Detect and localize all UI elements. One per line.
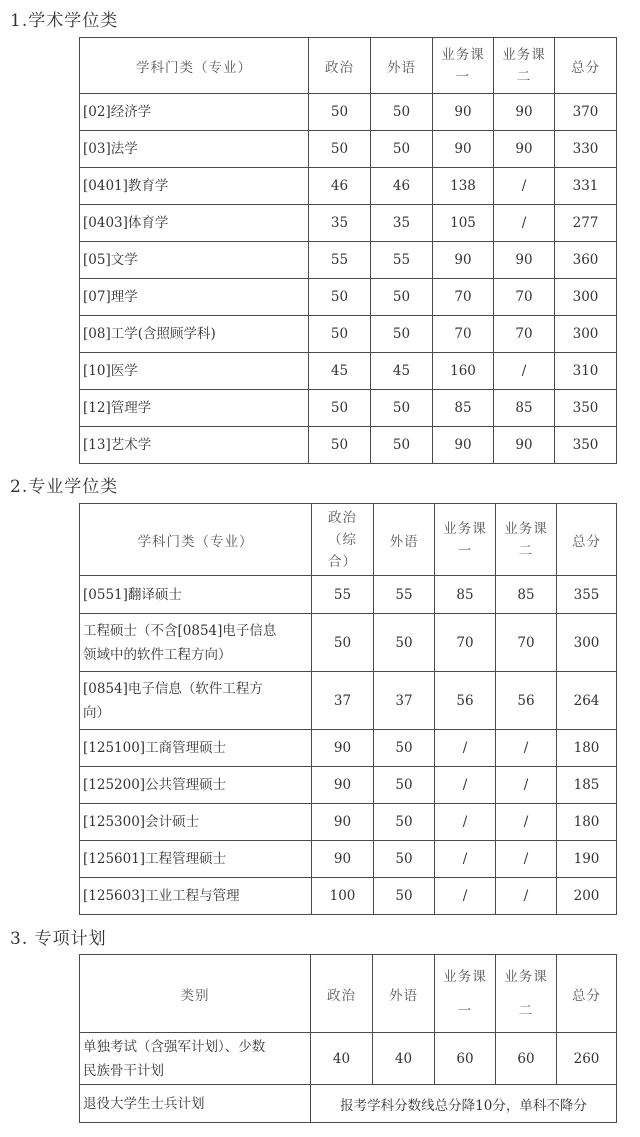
subject-cell: [03]法学: [80, 131, 309, 168]
subject-cell: [0403]体育学: [80, 205, 309, 242]
course1-cell: 85: [435, 576, 496, 614]
politics-cell: 46: [309, 168, 371, 205]
section2-title: 2.专业学位类: [10, 477, 119, 497]
course1-cell: 70: [433, 316, 494, 353]
foreign-cell: 50: [371, 94, 433, 131]
politics-cell: 50: [312, 614, 374, 672]
foreign-cell: 55: [374, 576, 435, 614]
table-header-row: [80, 955, 617, 1033]
foreign-cell: 46: [371, 168, 433, 205]
course1-cell: /: [435, 767, 496, 804]
total-cell: 355: [557, 576, 617, 614]
header-politics: 政治: [309, 38, 371, 94]
course1-cell: 90: [433, 131, 494, 168]
subject-cell: [05]文学: [80, 242, 309, 279]
politics-cell: 50: [309, 390, 371, 427]
header-subject: 学科门类（专业）: [80, 504, 312, 576]
subject-cell: [0854]电子信息（软件工程方 向）: [80, 672, 312, 730]
course2-cell: /: [496, 804, 557, 841]
table-row: [80, 767, 617, 804]
professional-degree-table: [79, 503, 617, 915]
course1-cell: 85: [433, 390, 494, 427]
table-row: [80, 205, 617, 242]
politics-cell: 100: [312, 878, 374, 915]
header-politics: 政治: [311, 955, 373, 1033]
table-row: [80, 841, 617, 878]
course2-cell: 90: [494, 94, 555, 131]
header-course1: 业务课 一: [435, 955, 496, 1033]
course2-cell: 70: [494, 279, 555, 316]
table-row: [80, 1085, 617, 1123]
header-foreign: 外语: [374, 504, 435, 576]
course2-cell: 70: [496, 614, 557, 672]
table-row: [80, 576, 617, 614]
header-foreign: 外语: [371, 38, 433, 94]
course2-cell: /: [496, 730, 557, 767]
politics-cell: 90: [312, 767, 374, 804]
foreign-cell: 50: [374, 841, 435, 878]
course1-cell: 90: [433, 94, 494, 131]
course2-cell: /: [494, 168, 555, 205]
subject-cell: [13]艺术学: [80, 427, 309, 464]
subject-cell: [08]工学(含照顾学科): [80, 316, 309, 353]
total-cell: 310: [555, 353, 617, 390]
subject-cell: [125603]工业工程与管理: [80, 878, 312, 915]
course1-cell: 160: [433, 353, 494, 390]
politics-cell: 45: [309, 353, 371, 390]
header-course2: 业务课 二: [494, 38, 555, 94]
course1-cell: 70: [433, 279, 494, 316]
foreign-cell: 50: [371, 316, 433, 353]
total-cell: 331: [555, 168, 617, 205]
total-cell: 264: [557, 672, 617, 730]
course1-cell: 56: [435, 672, 496, 730]
politics-cell: 37: [312, 672, 374, 730]
header-category: 类别: [80, 955, 311, 1033]
subject-cell: [10]医学: [80, 353, 309, 390]
subject-cell: 工程硕士（不含[0854]电子信息 领域中的软件工程方向）: [80, 614, 312, 672]
politics-cell: 40: [311, 1033, 373, 1085]
total-cell: 300: [555, 279, 617, 316]
foreign-cell: 50: [371, 279, 433, 316]
foreign-cell: 50: [374, 804, 435, 841]
header-subject: 学科门类（专业）: [80, 38, 309, 94]
foreign-cell: 50: [371, 390, 433, 427]
total-cell: 360: [555, 242, 617, 279]
table-row: [80, 279, 617, 316]
header-course1: 业务课 一: [433, 38, 494, 94]
academic-degree-table: [79, 37, 617, 464]
foreign-cell: 50: [374, 878, 435, 915]
course2-cell: /: [496, 767, 557, 804]
course2-cell: 60: [496, 1033, 557, 1085]
total-cell: 330: [555, 131, 617, 168]
course2-cell: 90: [494, 131, 555, 168]
total-cell: 200: [557, 878, 617, 915]
politics-cell: 90: [312, 804, 374, 841]
total-cell: 277: [555, 205, 617, 242]
header-politics: 政治 （综 合）: [312, 504, 374, 576]
politics-cell: 35: [309, 205, 371, 242]
table-row: [80, 804, 617, 841]
note-cell: 报考学科分数线总分降10分，单科不降分: [311, 1085, 617, 1123]
course1-cell: 70: [435, 614, 496, 672]
subject-cell: [125100]工商管理硕士: [80, 730, 312, 767]
course1-cell: /: [435, 804, 496, 841]
table-row: [80, 131, 617, 168]
total-cell: 180: [557, 804, 617, 841]
subject-cell: [02]经济学: [80, 94, 309, 131]
total-cell: 260: [557, 1033, 617, 1085]
header-total: 总分: [557, 955, 617, 1033]
foreign-cell: 50: [371, 427, 433, 464]
course2-cell: 85: [494, 390, 555, 427]
foreign-cell: 40: [373, 1033, 435, 1085]
special-plan-table: [79, 954, 617, 1123]
table-row: [80, 878, 617, 915]
course1-cell: /: [435, 841, 496, 878]
politics-cell: 90: [312, 730, 374, 767]
politics-cell: 55: [312, 576, 374, 614]
total-cell: 370: [555, 94, 617, 131]
course1-cell: /: [435, 730, 496, 767]
table-row: [80, 427, 617, 464]
total-cell: 180: [557, 730, 617, 767]
header-course2: 业务课 二: [496, 955, 557, 1033]
course1-cell: 105: [433, 205, 494, 242]
foreign-cell: 45: [371, 353, 433, 390]
subject-cell: [0551]翻译硕士: [80, 576, 312, 614]
header-course1: 业务课 一: [435, 504, 496, 576]
politics-cell: 50: [309, 279, 371, 316]
subject-cell: [0401]教育学: [80, 168, 309, 205]
course1-cell: 138: [433, 168, 494, 205]
table-row: [80, 168, 617, 205]
section3-title: 3. 专项计划: [10, 929, 107, 949]
table-row: [80, 614, 617, 672]
total-cell: 350: [555, 427, 617, 464]
politics-cell: 50: [309, 131, 371, 168]
subject-cell: [125601]工程管理硕士: [80, 841, 312, 878]
table-row: [80, 390, 617, 427]
politics-cell: 90: [312, 841, 374, 878]
total-cell: 300: [555, 316, 617, 353]
course2-cell: 70: [494, 316, 555, 353]
category-cell: 单独考试（含强军计划）、少数 民族骨干计划: [80, 1033, 311, 1085]
politics-cell: 50: [309, 94, 371, 131]
total-cell: 185: [557, 767, 617, 804]
foreign-cell: 50: [374, 614, 435, 672]
header-total: 总分: [555, 38, 617, 94]
total-cell: 190: [557, 841, 617, 878]
foreign-cell: 37: [374, 672, 435, 730]
table-row: [80, 316, 617, 353]
category-cell: 退役大学生士兵计划: [80, 1085, 311, 1123]
table-row: [80, 353, 617, 390]
table-row: [80, 242, 617, 279]
table-row: [80, 94, 617, 131]
header-course2: 业务课 二: [496, 504, 557, 576]
table-row: [80, 672, 617, 730]
politics-cell: 55: [309, 242, 371, 279]
header-foreign: 外语: [373, 955, 435, 1033]
course2-cell: /: [496, 878, 557, 915]
table-row: [80, 730, 617, 767]
section1-title: 1.学术学位类: [10, 11, 119, 31]
course2-cell: 90: [494, 427, 555, 464]
subject-cell: [07]理学: [80, 279, 309, 316]
course2-cell: 56: [496, 672, 557, 730]
course2-cell: /: [496, 841, 557, 878]
table-row: [80, 1033, 617, 1085]
foreign-cell: 50: [374, 767, 435, 804]
subject-cell: [125300]会计硕士: [80, 804, 312, 841]
total-cell: 350: [555, 390, 617, 427]
header-total: 总分: [557, 504, 617, 576]
total-cell: 300: [557, 614, 617, 672]
foreign-cell: 50: [374, 730, 435, 767]
course1-cell: 90: [433, 427, 494, 464]
table-header-row: [80, 38, 617, 94]
politics-cell: 50: [309, 316, 371, 353]
course2-cell: 85: [496, 576, 557, 614]
course1-cell: 60: [435, 1033, 496, 1085]
course2-cell: /: [494, 205, 555, 242]
foreign-cell: 55: [371, 242, 433, 279]
subject-cell: [125200]公共管理硕士: [80, 767, 312, 804]
politics-cell: 50: [309, 427, 371, 464]
foreign-cell: 50: [371, 131, 433, 168]
course2-cell: /: [494, 353, 555, 390]
table-header-row: [80, 504, 617, 576]
course1-cell: /: [435, 878, 496, 915]
foreign-cell: 35: [371, 205, 433, 242]
subject-cell: [12]管理学: [80, 390, 309, 427]
course1-cell: 90: [433, 242, 494, 279]
course2-cell: 90: [494, 242, 555, 279]
